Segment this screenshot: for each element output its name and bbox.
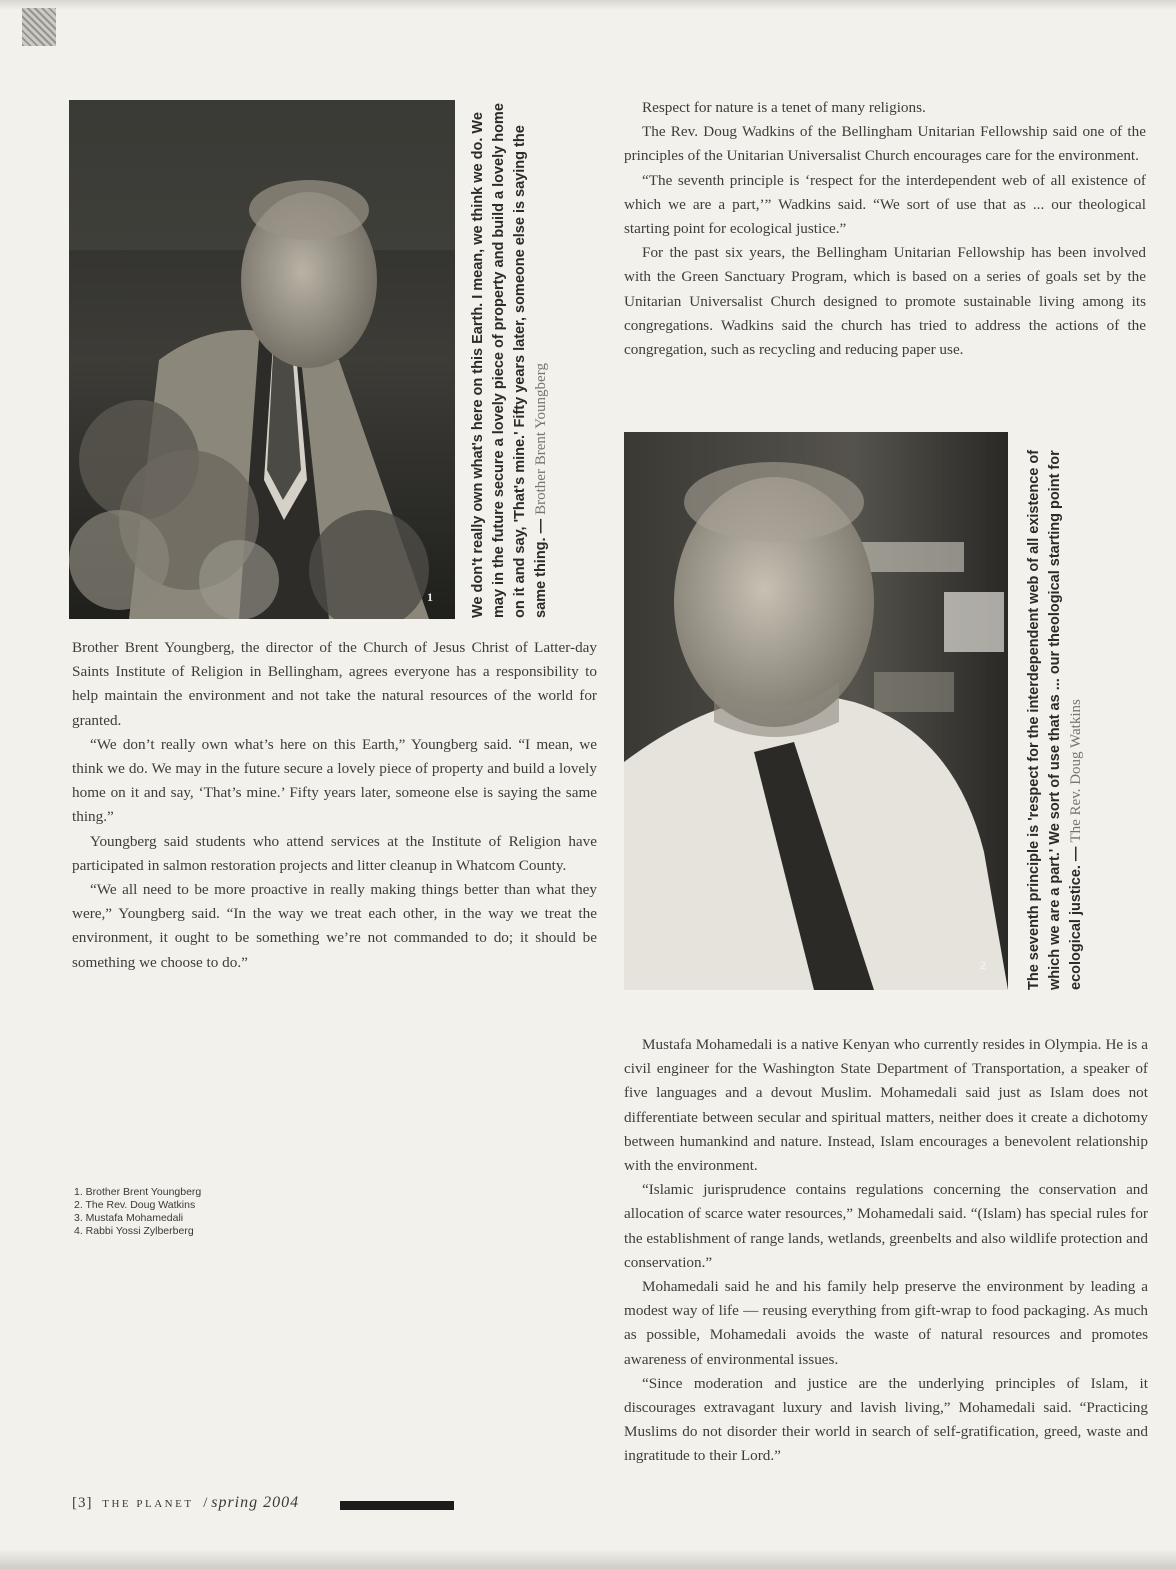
pull-quote-text: The seventh principle is 'respect for the interdependent web of all existence of which we are a part.' We sort of use that as ... our theological starting point for ecological justice. — [1026,449,1084,990]
paragraph: “The seventh principle is ‘respect for the interdependent web of all existence of which we are a part,’” Wadkins said. “We sort of use that as ... our theological starting point for ecological justice.” [624,171,1146,238]
footer-separator: / [203,1495,208,1511]
page-footer [72,1494,299,1512]
paragraph: “Since moderation and justice are the underlying principles of Islam, it discourages extravagant luxury and lavish living,” Mohamedali said. “Practicing Muslims do not disorder their world in search of self-gratification, greed, waste and ingratitude to their Lord.” [624,1374,1148,1465]
photo-brent-youngberg [69,100,455,619]
scan-edge-top [0,0,1176,10]
right-column-bottom-text [624,1033,1148,1469]
photo-credits-list [74,1186,201,1238]
magazine-name: THE PLANET [102,1498,194,1510]
paragraph: Respect for nature is a tenet of many religions. [642,99,926,116]
photo-credit: 2. The Rev. Doug Watkins [74,1199,196,1211]
issue-label: spring 2004 [211,1494,300,1511]
scan-edge-bottom [0,1549,1176,1569]
footer-rule [340,1501,454,1510]
pull-quote-text: We don't really own what's here on this Earth. I mean, we think we do. We may in the future secure a lovely piece of property and build a lovely home on it and say, 'That's mine.' Fifty years later, someone else is saying the same thing. — [470,103,549,618]
paragraph: Brother Brent Youngberg, the director of the Church of Jesus Christ of Latter-day Saints Institute of Religion in Bellingham, agrees everyone has a responsibility to help maintain the environment and not take the natural resources of the world for granted. [72,639,597,729]
pull-quote-watkins [1024,430,1088,990]
paragraph: “We all need to be more proactive in really making things better than what they were,” Youngberg said. “In the way we treat each other, in the way we treat the environment, it ought to be something we’re not commanded to do; it should be something we choose to do.” [72,881,597,971]
scan-corner-mark [22,8,56,46]
page-number: [3] [72,1495,93,1511]
paragraph: Mohamedali said he and his family help preserve the environment by leading a modest way of life — reusing everything from gift-wrap to food packaging. As much as possible, Mohamedali avoids the waste of natural resources and promotes awareness of environmental issues. [624,1278,1148,1368]
right-column-top-text [624,96,1146,362]
photo-number: 2 [980,958,986,972]
paragraph: Mustafa Mohamedali is a native Kenyan who currently resides in Olympia. He is a civil engineer for the Washington State Department of Transportation, a speaker of five languages and a devout Muslim. Mohamedali said just as Islam does not differentiate between secular and spiritual matters, neither does it create a dichotomy between humankind and nature. Instead, Islam encourages a benevolent relationship with the environment. [624,1036,1148,1175]
paragraph: Youngberg said students who attend services at the Institute of Religion have participated in salmon restoration projects and litter cleanup in Whatcom County. [72,832,597,874]
photo-doug-watkins [624,432,1008,990]
pull-quote-attribution: The Rev. Doug Watkins [1068,699,1084,843]
left-column-text [72,636,597,975]
paragraph: For the past six years, the Bellingham Unitarian Fellowship has been involved with the Green Sanctuary Program, which is based on a series of goals set by the Unitarian Universalist Church designed to promote sustainable living among its congregations. Wadkins said the church has tried to address the actions of the congregation, such as recycling and reducing paper use. [624,244,1146,359]
photo-credit: 1. Brother Brent Youngberg [74,1186,202,1198]
paragraph: “We don’t really own what’s here on this Earth,” Youngberg said. “I mean, we think we do. We may in the future secure a lovely piece of property and build a lovely home on it and say, ‘That’s mine.’ Fifty years later, someone else is saying the same thing.” [72,735,597,826]
paragraph: “Islamic jurisprudence contains regulations concerning the conservation and allocation of scarce water resources,” Mohamedali said. “(Islam) has special rules for the establishment of range lands, wetlands, greenbelts and also wildlife protection and conservation.” [624,1181,1148,1271]
photo-credit: 4. Rabbi Yossi Zylberberg [74,1225,194,1237]
pull-quote-attribution: Brother Brent Youngberg [533,363,549,515]
pull-quote-youngberg [468,98,552,618]
photo-credit: 3. Mustafa Mohamedali [74,1212,184,1224]
photo-number: 1 [427,590,433,604]
paragraph: The Rev. Doug Wadkins of the Bellingham Unitarian Fellowship said one of the principles of the Unitarian Universalist Church encourages care for the environment. [624,123,1146,165]
